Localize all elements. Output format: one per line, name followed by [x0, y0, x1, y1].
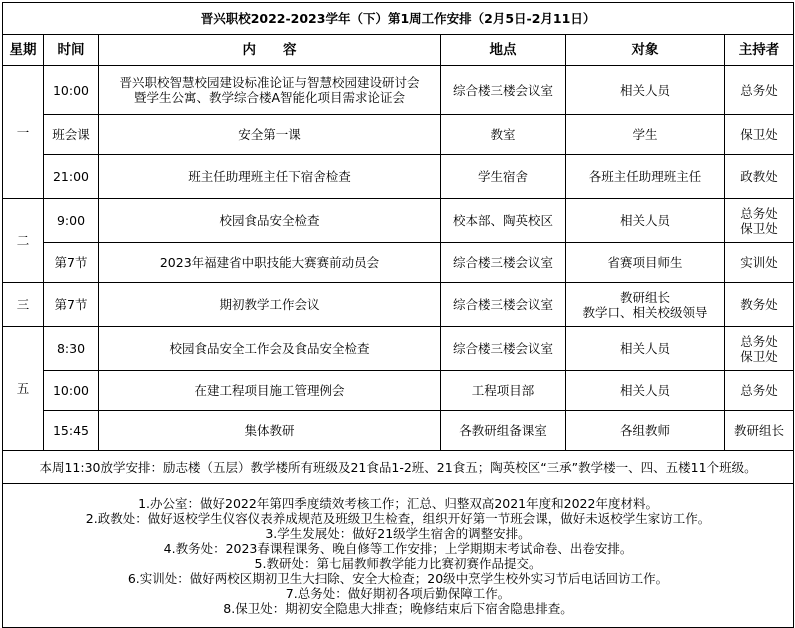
- header-day: 星期: [3, 35, 44, 66]
- host-line: 总务处: [740, 333, 778, 349]
- content-cell: 在建工程项目施工管理例会: [99, 371, 441, 411]
- content-cell: 校园食品安全检查: [99, 199, 441, 243]
- day-cell-tue: 二: [3, 199, 44, 283]
- table-row: [3, 243, 794, 283]
- page-title: 晋兴职校2022-2023学年（下）第1周工作安排（2月5日-2月11日）: [3, 3, 794, 35]
- audience-cell: [566, 283, 725, 327]
- table-row: [3, 199, 794, 243]
- audience-cell: 相关人员: [566, 66, 725, 115]
- time-cell: 15:45: [44, 411, 99, 451]
- location-cell: 校本部、陶英校区: [441, 199, 566, 243]
- table-row: [3, 155, 794, 199]
- content-cell: 班主任助理班主任下宿舍检查: [99, 155, 441, 199]
- audience-cell: 学生: [566, 115, 725, 155]
- time-cell: 班会课: [44, 115, 99, 155]
- audience-cell: 各班主任助理班主任: [566, 155, 725, 199]
- location-cell: 综合楼三楼会议室: [441, 66, 566, 115]
- host-cell: 教研组长: [725, 411, 794, 451]
- header-content: 内 容: [99, 35, 441, 66]
- dismissal-note: 本周11:30放学安排：励志楼（五层）教学楼所有班级及21食品1-2班、21食五；陶英校区“三承”教学楼一、四、五楼11个班级。: [3, 451, 794, 484]
- time-cell: 8:30: [44, 327, 99, 371]
- content-line: 晋兴职校智慧校园建设标准论证与智慧校园建设研讨会: [119, 75, 420, 90]
- content-cell: 安全第一课: [99, 115, 441, 155]
- list-item: 4.教务处：2023春课程课务、晚自修等工作安排；上学期期末考试命卷、出卷安排。: [163, 540, 633, 556]
- list-item: 3.学生发展处：做好21级学生宿舍的调整安排。: [265, 525, 531, 541]
- location-cell: 教室: [441, 115, 566, 155]
- time-cell: 第7节: [44, 243, 99, 283]
- location-cell: 学生宿舍: [441, 155, 566, 199]
- content-cell: [99, 66, 441, 115]
- time-cell: 第7节: [44, 283, 99, 327]
- table-row: [3, 327, 794, 371]
- list-item: 6.实训处：做好两校区期初卫生大扫除、安全大检查；20级中烹学生校外实习节后电话回访工作。: [127, 570, 669, 586]
- table-row: [3, 115, 794, 155]
- audience-cell: 相关人员: [566, 371, 725, 411]
- host-cell: 总务处: [725, 371, 794, 411]
- host-line: 保卫处: [740, 220, 778, 236]
- location-cell: 综合楼三楼会议室: [441, 283, 566, 327]
- list-item: 1.办公室：做好2022年第四季度绩效考核工作；汇总、归整双高2021年度和2022年度材料。: [138, 495, 658, 511]
- table-row: [3, 371, 794, 411]
- host-cell: 教务处: [725, 283, 794, 327]
- audience-cell: 相关人员: [566, 199, 725, 243]
- header-location: 地点: [441, 35, 566, 66]
- content-cell: 集体教研: [99, 411, 441, 451]
- content-cell: 校园食品安全工作会及食品安全检查: [99, 327, 441, 371]
- time-cell: 21:00: [44, 155, 99, 199]
- host-cell: 政教处: [725, 155, 794, 199]
- note-row: [3, 451, 794, 484]
- list-item: 2.政教处：做好返校学生仪容仪表养成规范及班级卫生检查，组织开好第一节班会课，做好未返校学生家访工作。: [85, 510, 711, 526]
- content-cell: 期初教学工作会议: [99, 283, 441, 327]
- location-cell: 综合楼三楼会议室: [441, 327, 566, 371]
- time-cell: 9:00: [44, 199, 99, 243]
- location-cell: 各教研组备课室: [441, 411, 566, 451]
- location-cell: 工程项目部: [441, 371, 566, 411]
- table-row: [3, 283, 794, 327]
- list-item: 5.教研处：第七届教师教学能力比赛初赛作品提交。: [254, 555, 542, 571]
- time-cell: 10:00: [44, 371, 99, 411]
- list-item: 7.总务处：做好期初各项后勤保障工作。: [285, 585, 511, 601]
- host-line: 保卫处: [740, 348, 778, 364]
- header-time: 时间: [44, 35, 99, 66]
- host-cell: [725, 327, 794, 371]
- host-cell: 保卫处: [725, 115, 794, 155]
- content-line: 暨学生公寓、教学综合楼A智能化项目需求论证会: [133, 90, 406, 105]
- audience-cell: 相关人员: [566, 327, 725, 371]
- table-row: [3, 66, 794, 115]
- list-item: 8.保卫处：期初安全隐患大排查；晚修结束后下宿舍隐患排查。: [223, 600, 573, 616]
- time-cell: 10:00: [44, 66, 99, 115]
- host-cell: 总务处: [725, 66, 794, 115]
- content-cell: 2023年福建省中职技能大赛赛前动员会: [99, 243, 441, 283]
- host-cell: [725, 199, 794, 243]
- audience-line: 教学口、相关校级领导: [582, 304, 708, 320]
- audience-cell: 各组教师: [566, 411, 725, 451]
- location-cell: 综合楼三楼会议室: [441, 243, 566, 283]
- table-row: [3, 411, 794, 451]
- audience-cell: 省赛项目师生: [566, 243, 725, 283]
- day-cell-mon: 一: [3, 66, 44, 199]
- audience-line: 教研组长: [619, 289, 670, 305]
- header-audience: 对象: [566, 35, 725, 66]
- schedule-table: [2, 2, 794, 628]
- header-row: [3, 35, 794, 66]
- schedule-sheet: [2, 2, 793, 616]
- host-line: 总务处: [740, 205, 778, 221]
- header-host: 主持者: [725, 35, 794, 66]
- day-cell-fri: 五: [3, 327, 44, 451]
- day-cell-wed: 三: [3, 283, 44, 327]
- host-cell: 实训处: [725, 243, 794, 283]
